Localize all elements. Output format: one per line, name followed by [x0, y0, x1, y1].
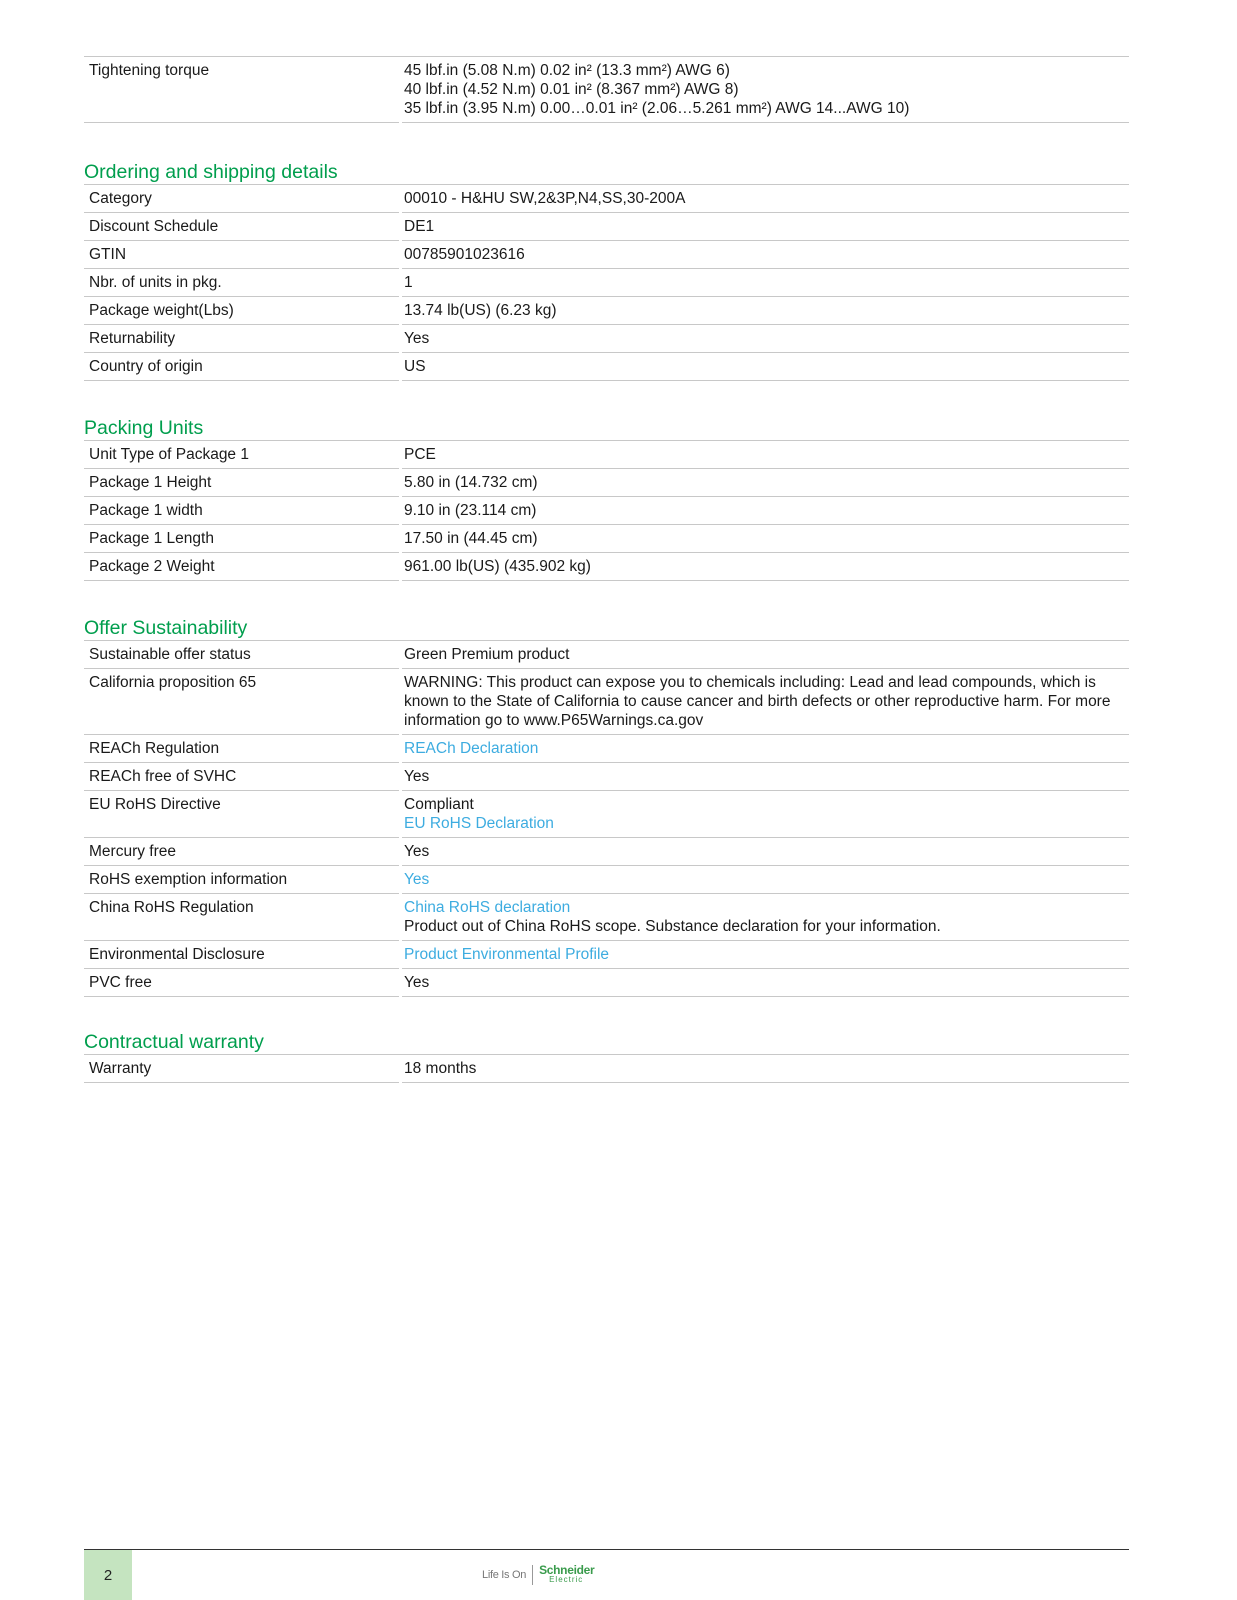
table-row	[84, 763, 1129, 791]
row-label: RoHS exemption information	[84, 866, 399, 894]
table-row	[84, 525, 1129, 553]
row-value	[402, 497, 1129, 525]
row-value	[402, 838, 1129, 866]
value-text: 1	[404, 274, 413, 291]
value-text: Product out of China RoHS scope. Substance declaration for your information.	[404, 918, 941, 935]
value-text: Yes	[404, 330, 430, 347]
table-row	[84, 269, 1129, 297]
table-row	[84, 497, 1129, 525]
row-label: Package 1 Height	[84, 469, 399, 497]
value-link[interactable]: REACh Declaration	[404, 740, 539, 757]
row-value	[402, 941, 1129, 969]
row-value	[402, 1055, 1129, 1083]
row-label: California proposition 65	[84, 669, 399, 735]
row-value	[402, 735, 1129, 763]
section-title-warranty: Contractual warranty	[84, 1031, 264, 1053]
row-value	[402, 763, 1129, 791]
spec-table-packing	[84, 440, 1129, 581]
value-text: Yes	[404, 843, 430, 860]
value-link[interactable]: China RoHS declaration	[404, 899, 571, 916]
row-value	[402, 353, 1129, 381]
table-row	[84, 735, 1129, 763]
row-label: Environmental Disclosure	[84, 941, 399, 969]
row-value	[402, 641, 1129, 669]
table-row	[84, 241, 1129, 269]
brand-wordmark	[539, 1565, 594, 1585]
value-text: 17.50 in (44.45 cm)	[404, 530, 538, 547]
row-label: Discount Schedule	[84, 213, 399, 241]
table-row	[84, 325, 1129, 353]
spec-table-top	[84, 56, 1129, 123]
row-value	[402, 525, 1129, 553]
row-value	[402, 969, 1129, 997]
table-row	[84, 353, 1129, 381]
schneider-logo	[482, 1563, 594, 1587]
row-label: Unit Type of Package 1	[84, 441, 399, 469]
value-text: 45 lbf.in (5.08 N.m) 0.02 in² (13.3 mm²) AWG 6)	[404, 62, 730, 79]
row-value	[402, 469, 1129, 497]
table-row	[84, 791, 1129, 838]
row-label: Nbr. of units in pkg.	[84, 269, 399, 297]
value-text: Green Premium product	[404, 646, 570, 663]
life-is-on-tagline: Life Is On	[482, 1569, 527, 1581]
table-row	[84, 57, 1129, 123]
table-row	[84, 297, 1129, 325]
section-top	[84, 56, 1129, 123]
table-row	[84, 669, 1129, 735]
value-text: DE1	[404, 218, 435, 235]
page-number-badge: 2	[84, 1550, 132, 1600]
table-row	[84, 838, 1129, 866]
value-text: WARNING: This product can expose you to chemicals including: Lead and lead compounds, which is known to the State of California to cause cancer and birth defects or other reproductive harm. For more information go to www.P65Warnings.ca.gov	[404, 674, 1115, 729]
row-value	[402, 791, 1129, 838]
table-row	[84, 185, 1129, 213]
row-label: Package weight(Lbs)	[84, 297, 399, 325]
table-row	[84, 641, 1129, 669]
row-label: Warranty	[84, 1055, 399, 1083]
row-label: Category	[84, 185, 399, 213]
row-value	[402, 553, 1129, 581]
value-text: 5.80 in (14.732 cm)	[404, 474, 538, 491]
value-text: 9.10 in (23.114 cm)	[404, 502, 537, 519]
table-row	[84, 1055, 1129, 1083]
row-value	[402, 213, 1129, 241]
row-label: Package 1 width	[84, 497, 399, 525]
value-text: 13.74 lb(US) (6.23 kg)	[404, 302, 557, 319]
section-title-sustainability: Offer Sustainability	[84, 617, 248, 639]
table-row	[84, 441, 1129, 469]
row-label: Tightening torque	[84, 57, 399, 123]
row-value	[402, 241, 1129, 269]
section-packing	[84, 416, 1129, 581]
value-text: 40 lbf.in (4.52 N.m) 0.01 in² (8.367 mm²) AWG 8)	[404, 81, 739, 98]
value-text: Yes	[404, 974, 430, 991]
table-row	[84, 213, 1129, 241]
section-title-packing: Packing Units	[84, 417, 204, 439]
row-label: Package 2 Weight	[84, 553, 399, 581]
value-text: 00785901023616	[404, 246, 525, 263]
table-row	[84, 866, 1129, 894]
value-text: PCE	[404, 446, 436, 463]
row-value	[402, 185, 1129, 213]
row-label: China RoHS Regulation	[84, 894, 399, 941]
value-link[interactable]: Yes	[404, 871, 430, 888]
row-label: Returnability	[84, 325, 399, 353]
brand-sub: Electric	[549, 1575, 584, 1584]
value-text: Compliant	[404, 796, 474, 813]
row-value	[402, 669, 1129, 735]
row-value	[402, 325, 1129, 353]
row-value	[402, 57, 1129, 123]
row-label: Package 1 Length	[84, 525, 399, 553]
row-value	[402, 866, 1129, 894]
table-row	[84, 553, 1129, 581]
spec-table-ordering	[84, 184, 1129, 381]
value-text: 35 lbf.in (3.95 N.m) 0.00…0.01 in² (2.06…5.261 mm²) AWG 14...AWG 10)	[404, 100, 910, 117]
row-label: Country of origin	[84, 353, 399, 381]
section-sustainability	[84, 616, 1129, 997]
row-label: REACh free of SVHC	[84, 763, 399, 791]
row-label: REACh Regulation	[84, 735, 399, 763]
row-label: Mercury free	[84, 838, 399, 866]
row-label: EU RoHS Directive	[84, 791, 399, 838]
row-label: PVC free	[84, 969, 399, 997]
value-text: 18 months	[404, 1060, 477, 1077]
value-link[interactable]: Product Environmental Profile	[404, 946, 610, 963]
spec-table-sustainability	[84, 640, 1129, 997]
value-text: US	[404, 358, 426, 375]
value-text: 00010 - H&HU SW,2&3P,N4,SS,30-200A	[404, 190, 686, 207]
logo-separator	[532, 1565, 533, 1585]
value-text: 961.00 lb(US) (435.902 kg)	[404, 558, 591, 575]
value-link[interactable]: EU RoHS Declaration	[404, 815, 554, 832]
footer-divider	[84, 1549, 1129, 1550]
brand-name: Schneider	[539, 1563, 595, 1577]
table-row	[84, 894, 1129, 941]
row-value	[402, 894, 1129, 941]
row-label: GTIN	[84, 241, 399, 269]
value-text: Yes	[404, 768, 430, 785]
section-ordering	[84, 160, 1129, 381]
section-warranty	[84, 1030, 1129, 1083]
section-title-ordering: Ordering and shipping details	[84, 161, 338, 183]
table-row	[84, 969, 1129, 997]
spec-table-warranty	[84, 1054, 1129, 1083]
row-value	[402, 269, 1129, 297]
row-value	[402, 297, 1129, 325]
table-row	[84, 941, 1129, 969]
table-row	[84, 469, 1129, 497]
row-value	[402, 441, 1129, 469]
row-label: Sustainable offer status	[84, 641, 399, 669]
